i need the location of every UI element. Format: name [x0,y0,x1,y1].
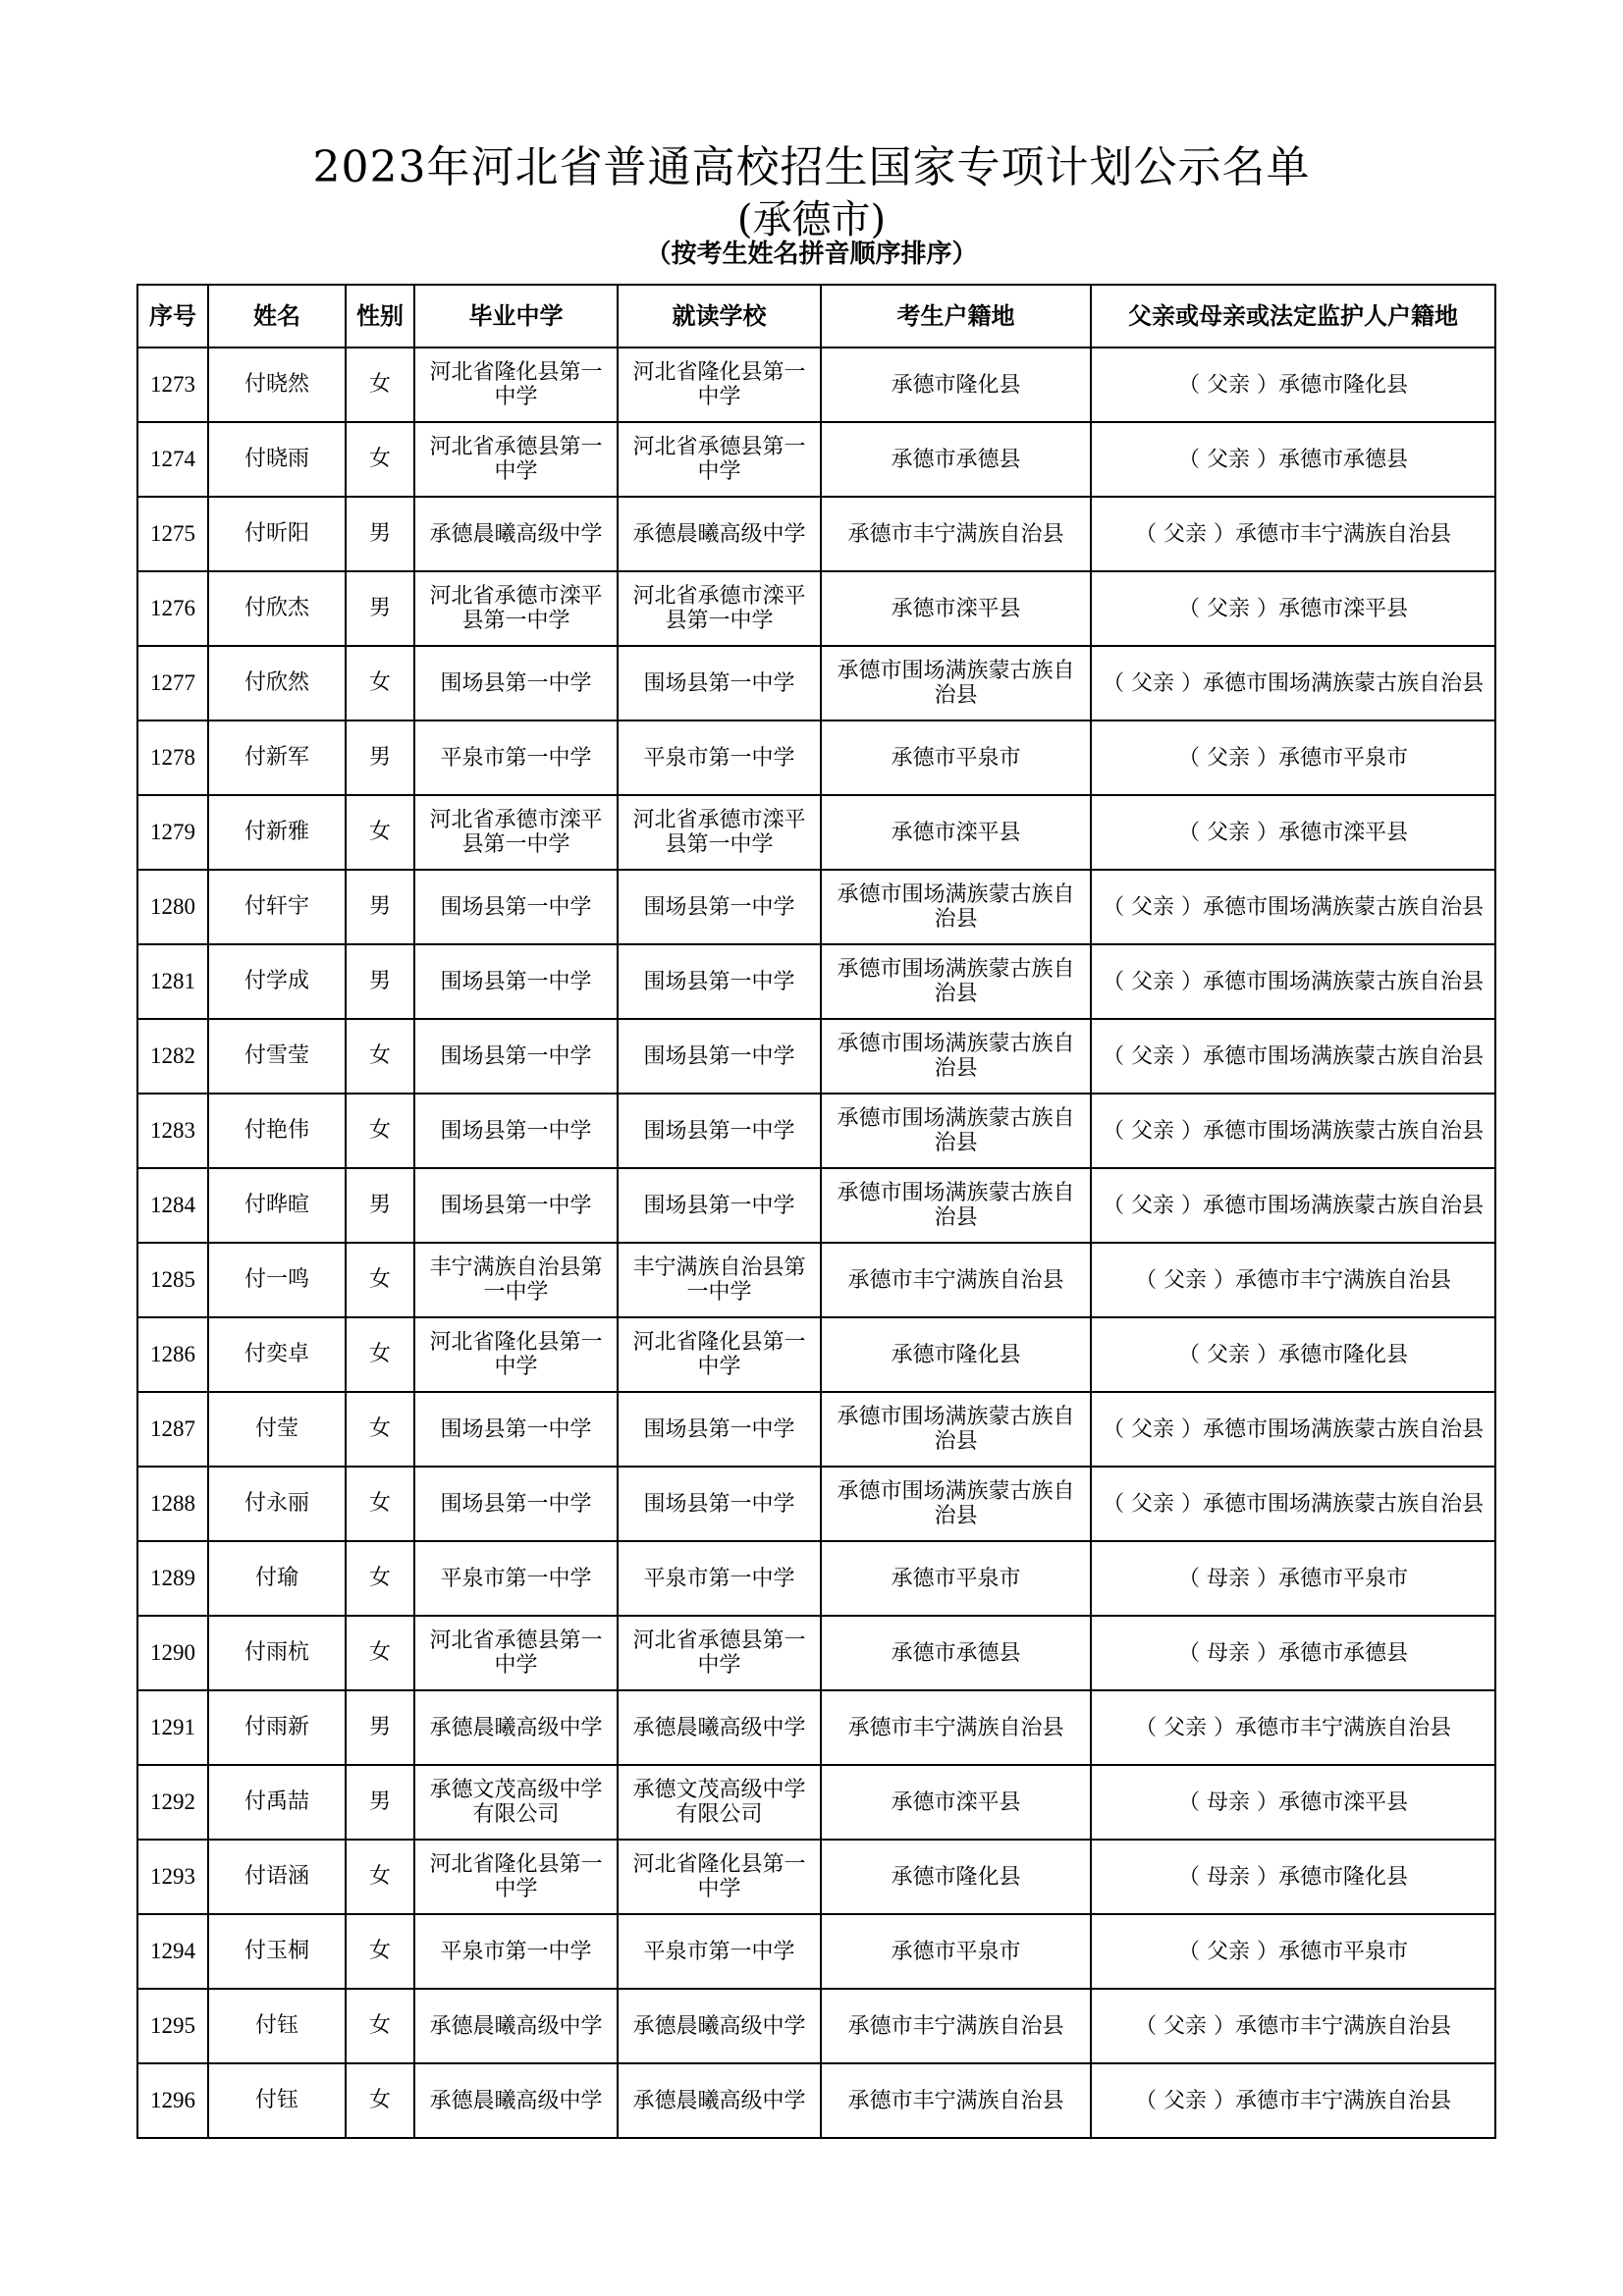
col-header-graduation-school: 毕业中学 [414,285,618,347]
cell-student-registry: 承德市围场满族蒙古族自治县 [821,1392,1091,1467]
cell-gender: 女 [346,1317,414,1392]
cell-current-school: 平泉市第一中学 [618,1541,821,1616]
cell-name: 付轩宇 [208,870,346,944]
col-header-gender: 性别 [346,285,414,347]
cell-graduation-school: 围场县第一中学 [414,1094,618,1168]
cell-gender: 女 [346,1392,414,1467]
cell-guardian-registry: （ 母亲 ）承德市隆化县 [1091,1840,1495,1914]
cell-name: 付永丽 [208,1467,346,1541]
col-header-index: 序号 [137,285,208,347]
cell-guardian-registry: （ 父亲 ）承德市隆化县 [1091,347,1495,422]
col-header-current-school: 就读学校 [618,285,821,347]
cell-name: 付禹喆 [208,1765,346,1840]
cell-gender: 男 [346,571,414,646]
cell-name: 付学成 [208,944,346,1019]
col-header-name: 姓名 [208,285,346,347]
cell-index: 1273 [137,347,208,422]
table-row [137,1989,1495,2063]
cell-guardian-registry: （ 父亲 ）承德市平泉市 [1091,1914,1495,1989]
cell-gender: 男 [346,721,414,795]
table-row [137,1243,1495,1317]
cell-guardian-registry: （ 父亲 ）承德市隆化县 [1091,1317,1495,1392]
cell-index: 1294 [137,1914,208,1989]
table-row [137,347,1495,422]
cell-student-registry: 承德市围场满族蒙古族自治县 [821,1094,1091,1168]
cell-name: 付瑜 [208,1541,346,1616]
cell-index: 1288 [137,1467,208,1541]
cell-student-registry: 承德市平泉市 [821,1914,1091,1989]
cell-current-school: 承德晨曦高级中学 [618,1690,821,1765]
cell-index: 1278 [137,721,208,795]
cell-gender: 女 [346,1989,414,2063]
col-header-student-registry: 考生户籍地 [821,285,1091,347]
cell-name: 付语涵 [208,1840,346,1914]
table-row [137,944,1495,1019]
cell-index: 1275 [137,497,208,571]
cell-guardian-registry: （ 父亲 ）承德市丰宁满族自治县 [1091,1690,1495,1765]
cell-current-school: 围场县第一中学 [618,1168,821,1243]
table-row [137,646,1495,721]
cell-guardian-registry: （ 父亲 ）承德市滦平县 [1091,571,1495,646]
table-row [137,1467,1495,1541]
cell-guardian-registry: （ 母亲 ）承德市承德县 [1091,1616,1495,1690]
cell-guardian-registry: （ 父亲 ）承德市丰宁满族自治县 [1091,497,1495,571]
cell-name: 付新军 [208,721,346,795]
cell-index: 1296 [137,2063,208,2138]
cell-current-school: 河北省隆化县第一中学 [618,1840,821,1914]
cell-index: 1281 [137,944,208,1019]
cell-graduation-school: 河北省承德县第一中学 [414,422,618,497]
cell-graduation-school: 河北省承德县第一中学 [414,1616,618,1690]
cell-current-school: 承德晨曦高级中学 [618,1989,821,2063]
cell-index: 1280 [137,870,208,944]
cell-gender: 女 [346,1616,414,1690]
cell-gender: 女 [346,1094,414,1168]
cell-current-school: 平泉市第一中学 [618,1914,821,1989]
cell-student-registry: 承德市隆化县 [821,1317,1091,1392]
cell-student-registry: 承德市围场满族蒙古族自治县 [821,1019,1091,1094]
cell-student-registry: 承德市平泉市 [821,1541,1091,1616]
cell-current-school: 承德文茂高级中学有限公司 [618,1765,821,1840]
cell-gender: 男 [346,1690,414,1765]
cell-index: 1285 [137,1243,208,1317]
cell-index: 1277 [137,646,208,721]
cell-graduation-school: 承德晨曦高级中学 [414,1989,618,2063]
cell-guardian-registry: （ 父亲 ）承德市围场满族蒙古族自治县 [1091,1467,1495,1541]
cell-student-registry: 承德市丰宁满族自治县 [821,2063,1091,2138]
cell-graduation-school: 围场县第一中学 [414,1168,618,1243]
cell-graduation-school: 围场县第一中学 [414,944,618,1019]
cell-index: 1274 [137,422,208,497]
cell-name: 付莹 [208,1392,346,1467]
cell-guardian-registry: （ 母亲 ）承德市平泉市 [1091,1541,1495,1616]
cell-index: 1292 [137,1765,208,1840]
cell-graduation-school: 河北省承德市滦平县第一中学 [414,795,618,870]
cell-guardian-registry: （ 父亲 ）承德市围场满族蒙古族自治县 [1091,1019,1495,1094]
cell-index: 1293 [137,1840,208,1914]
cell-name: 付晔暄 [208,1168,346,1243]
cell-gender: 女 [346,1467,414,1541]
table-row [137,1765,1495,1840]
cell-name: 付艳伟 [208,1094,346,1168]
cell-guardian-registry: （ 父亲 ）承德市围场满族蒙古族自治县 [1091,646,1495,721]
cell-graduation-school: 承德文茂高级中学有限公司 [414,1765,618,1840]
cell-gender: 女 [346,795,414,870]
cell-gender: 女 [346,1541,414,1616]
cell-name: 付雨杭 [208,1616,346,1690]
cell-guardian-registry: （ 父亲 ）承德市围场满族蒙古族自治县 [1091,1168,1495,1243]
cell-name: 付晓然 [208,347,346,422]
cell-index: 1283 [137,1094,208,1168]
cell-current-school: 围场县第一中学 [618,1019,821,1094]
cell-index: 1276 [137,571,208,646]
cell-current-school: 承德晨曦高级中学 [618,2063,821,2138]
table-row [137,1541,1495,1616]
cell-student-registry: 承德市围场满族蒙古族自治县 [821,870,1091,944]
cell-name: 付奕卓 [208,1317,346,1392]
cell-current-school: 河北省承德市滦平县第一中学 [618,795,821,870]
cell-graduation-school: 围场县第一中学 [414,646,618,721]
table-row [137,795,1495,870]
cell-name: 付钰 [208,2063,346,2138]
cell-graduation-school: 平泉市第一中学 [414,721,618,795]
table-row [137,497,1495,571]
cell-student-registry: 承德市滦平县 [821,1765,1091,1840]
roster-table [136,284,1496,2139]
cell-student-registry: 承德市承德县 [821,422,1091,497]
cell-current-school: 围场县第一中学 [618,1467,821,1541]
cell-student-registry: 承德市丰宁满族自治县 [821,1243,1091,1317]
cell-gender: 男 [346,497,414,571]
cell-student-registry: 承德市平泉市 [821,721,1091,795]
cell-gender: 女 [346,2063,414,2138]
cell-graduation-school: 河北省隆化县第一中学 [414,1317,618,1392]
cell-student-registry: 承德市丰宁满族自治县 [821,1989,1091,2063]
cell-student-registry: 承德市围场满族蒙古族自治县 [821,1168,1091,1243]
cell-graduation-school: 河北省隆化县第一中学 [414,1840,618,1914]
cell-student-registry: 承德市围场满族蒙古族自治县 [821,646,1091,721]
cell-graduation-school: 丰宁满族自治县第一中学 [414,1243,618,1317]
table-header-row [137,285,1495,347]
cell-name: 付昕阳 [208,497,346,571]
table-row [137,571,1495,646]
cell-name: 付钰 [208,1989,346,2063]
cell-student-registry: 承德市丰宁满族自治县 [821,1690,1091,1765]
cell-guardian-registry: （ 父亲 ）承德市承德县 [1091,422,1495,497]
cell-name: 付一鸣 [208,1243,346,1317]
cell-name: 付雨新 [208,1690,346,1765]
cell-index: 1284 [137,1168,208,1243]
cell-guardian-registry: （ 父亲 ）承德市围场满族蒙古族自治县 [1091,870,1495,944]
table-row [137,1392,1495,1467]
cell-current-school: 围场县第一中学 [618,944,821,1019]
table-row [137,1914,1495,1989]
cell-index: 1291 [137,1690,208,1765]
cell-student-registry: 承德市隆化县 [821,347,1091,422]
cell-gender: 女 [346,1914,414,1989]
table-row [137,1840,1495,1914]
cell-index: 1287 [137,1392,208,1467]
table-row [137,1019,1495,1094]
cell-current-school: 平泉市第一中学 [618,721,821,795]
cell-current-school: 河北省承德县第一中学 [618,422,821,497]
cell-guardian-registry: （ 父亲 ）承德市丰宁满族自治县 [1091,1989,1495,2063]
table-row [137,721,1495,795]
cell-index: 1295 [137,1989,208,2063]
cell-gender: 男 [346,1765,414,1840]
cell-student-registry: 承德市滦平县 [821,795,1091,870]
cell-name: 付玉桐 [208,1914,346,1989]
table-row [137,2063,1495,2138]
cell-current-school: 河北省隆化县第一中学 [618,347,821,422]
document-title: 2023年河北省普通高校招生国家专项计划公示名单 [312,142,1311,192]
cell-index: 1290 [137,1616,208,1690]
cell-student-registry: 承德市滦平县 [821,571,1091,646]
cell-gender: 女 [346,347,414,422]
cell-graduation-school: 河北省隆化县第一中学 [414,347,618,422]
cell-gender: 女 [346,1243,414,1317]
cell-name: 付新雅 [208,795,346,870]
cell-index: 1289 [137,1541,208,1616]
cell-student-registry: 承德市丰宁满族自治县 [821,497,1091,571]
cell-graduation-school: 承德晨曦高级中学 [414,497,618,571]
cell-student-registry: 承德市承德县 [821,1616,1091,1690]
table-row [137,1616,1495,1690]
table-row [137,1317,1495,1392]
cell-guardian-registry: （ 父亲 ）承德市丰宁满族自治县 [1091,1243,1495,1317]
cell-graduation-school: 平泉市第一中学 [414,1914,618,1989]
cell-guardian-registry: （ 母亲 ）承德市滦平县 [1091,1765,1495,1840]
table-row [137,1690,1495,1765]
cell-current-school: 围场县第一中学 [618,646,821,721]
cell-gender: 男 [346,1168,414,1243]
cell-current-school: 围场县第一中学 [618,870,821,944]
cell-graduation-school: 围场县第一中学 [414,870,618,944]
cell-current-school: 河北省承德县第一中学 [618,1616,821,1690]
cell-name: 付雪莹 [208,1019,346,1094]
cell-name: 付晓雨 [208,422,346,497]
cell-current-school: 围场县第一中学 [618,1094,821,1168]
cell-gender: 女 [346,1019,414,1094]
cell-gender: 女 [346,422,414,497]
cell-gender: 女 [346,1840,414,1914]
cell-guardian-registry: （ 父亲 ）承德市围场满族蒙古族自治县 [1091,1094,1495,1168]
cell-current-school: 河北省承德市滦平县第一中学 [618,571,821,646]
table-row [137,1168,1495,1243]
cell-index: 1286 [137,1317,208,1392]
cell-gender: 男 [346,870,414,944]
cell-graduation-school: 围场县第一中学 [414,1019,618,1094]
cell-graduation-school: 平泉市第一中学 [414,1541,618,1616]
document-subtitle: (承德市) [736,197,887,242]
cell-current-school: 承德晨曦高级中学 [618,497,821,571]
cell-student-registry: 承德市围场满族蒙古族自治县 [821,944,1091,1019]
cell-guardian-registry: （ 父亲 ）承德市丰宁满族自治县 [1091,2063,1495,2138]
cell-guardian-registry: （ 父亲 ）承德市围场满族蒙古族自治县 [1091,944,1495,1019]
cell-graduation-school: 承德晨曦高级中学 [414,2063,618,2138]
cell-guardian-registry: （ 父亲 ）承德市平泉市 [1091,721,1495,795]
table-row [137,870,1495,944]
cell-current-school: 丰宁满族自治县第一中学 [618,1243,821,1317]
cell-name: 付欣然 [208,646,346,721]
cell-gender: 女 [346,646,414,721]
cell-graduation-school: 河北省承德市滦平县第一中学 [414,571,618,646]
cell-student-registry: 承德市隆化县 [821,1840,1091,1914]
cell-index: 1282 [137,1019,208,1094]
cell-gender: 男 [346,944,414,1019]
cell-guardian-registry: （ 父亲 ）承德市围场满族蒙古族自治县 [1091,1392,1495,1467]
cell-guardian-registry: （ 父亲 ）承德市滦平县 [1091,795,1495,870]
cell-index: 1279 [137,795,208,870]
cell-graduation-school: 围场县第一中学 [414,1392,618,1467]
cell-current-school: 河北省隆化县第一中学 [618,1317,821,1392]
cell-graduation-school: 承德晨曦高级中学 [414,1690,618,1765]
cell-student-registry: 承德市围场满族蒙古族自治县 [821,1467,1091,1541]
table-row [137,422,1495,497]
col-header-guardian-registry: 父亲或母亲或法定监护人户籍地 [1091,285,1495,347]
cell-name: 付欣杰 [208,571,346,646]
cell-current-school: 围场县第一中学 [618,1392,821,1467]
sort-note: （按考生姓名拼音顺序排序） [645,240,978,269]
cell-graduation-school: 围场县第一中学 [414,1467,618,1541]
table-row [137,1094,1495,1168]
